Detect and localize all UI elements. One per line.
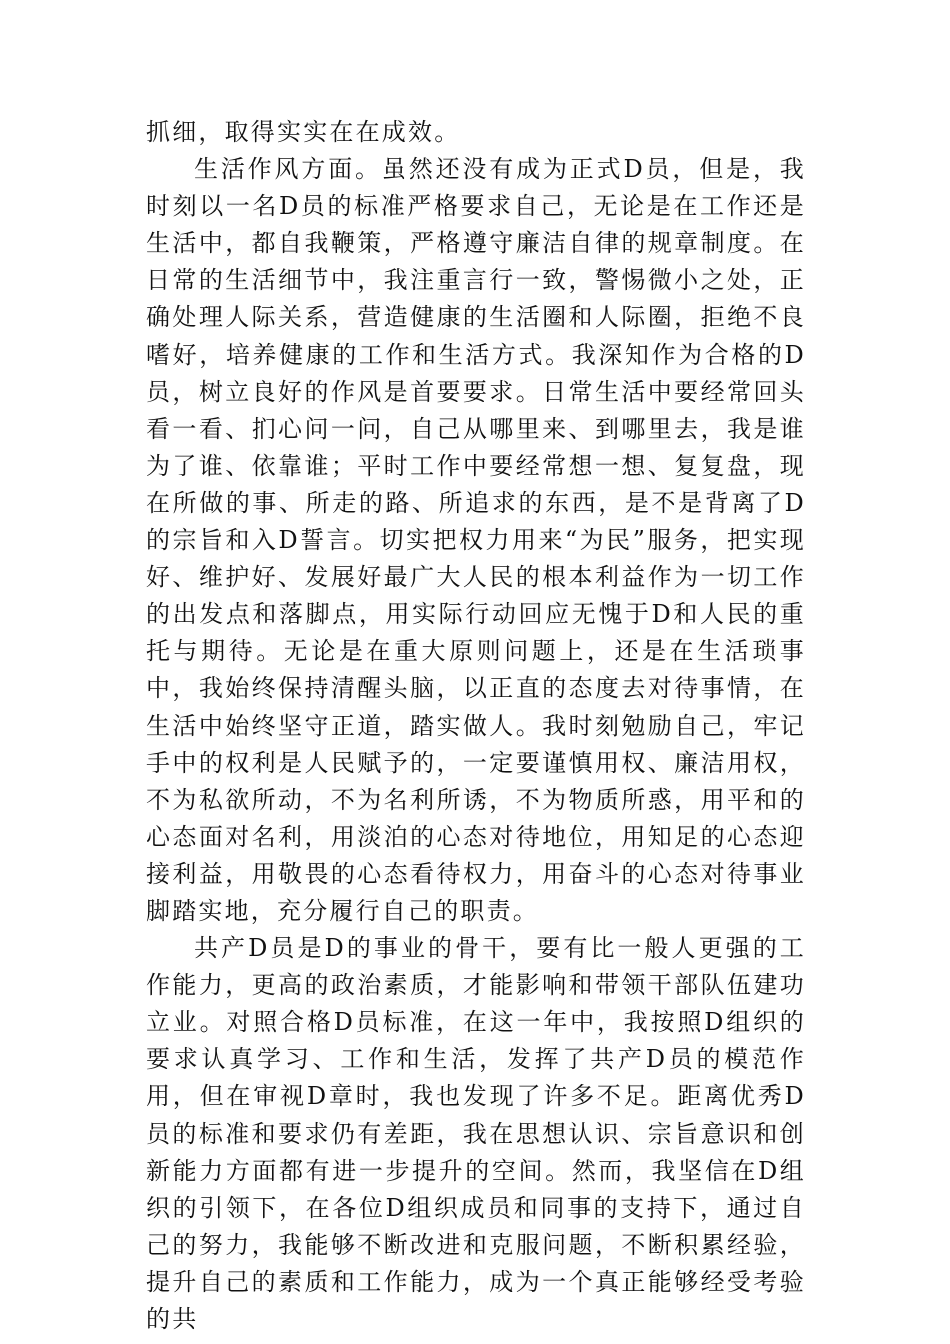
paragraph-continued: 抓细，取得实实在在成效。 [146,118,461,146]
document-body [146,114,806,1338]
paragraph-self-assessment: 共产D员是D的事业的骨干，要有比一般人更强的工作能力，更高的政治素质，才能影响和带领干部队伍建功立业。对照合格D员标准，在这一年中，我按照D组织的要求认真学习、工作和生活，发挥了共产D员的模范作用，但在审视D章时，我也发现了许多不足。距离优秀D员的标准和要求仍有差距，我在思想认识、宗旨意识和创新能力方面都有进一步提升的空间。然而，我坚信在D组织的引领下，在各位D组织成员和同事的支持下，通过自己的努力，我能够不断改进和克服问题，不断积累经验，提升自己的素质和工作能力，成为一个真正能够经受考验的共 [146,934,806,1333]
paragraph-lifestyle: 生活作风方面。虽然还没有成为正式D员，但是，我时刻以一名D员的标准严格要求自己，无论是在工作还是生活中，都自我鞭策，严格遵守廉洁自律的规章制度。在日常的生活细节中，我注重言行一致，警惕微小之处，正确处理人际关系，营造健康的生活圈和人际圈，拒绝不良嗜好，培养健康的工作和生活方式。我深知作为合格的D员，树立良好的作风是首要要求。日常生活中要经常回头看一看、扪心问一问，自己从哪里来、到哪里去，我是谁为了谁、依靠谁；平时工作中要经常想一想、复复盘，现在所做的事、所走的路、所追求的东西，是不是背离了D的宗旨和入D誓言。切实把权力用来“为民”服务，把实现好、维护好、发展好最广大人民的根本利益作为一切工作的出发点和落脚点，用实际行动回应无愧于D和人民的重托与期待。无论是在重大原则问题上，还是在生活琐事中，我始终保持清醒头脑，以正直的态度去对待事情，在生活中始终坚守正道，踏实做人。我时刻勉励自己，牢记手中的权利是人民赋予的，一定要谨慎用权、廉洁用权，不为私欲所动，不为名利所诱，不为物质所惑，用平和的心态面对名利，用淡泊的心态对待地位，用知足的心态迎接利益，用敬畏的心态看待权力，用奋斗的心态对待事业脚踏实地，充分履行自己的职责。 [146,155,806,925]
